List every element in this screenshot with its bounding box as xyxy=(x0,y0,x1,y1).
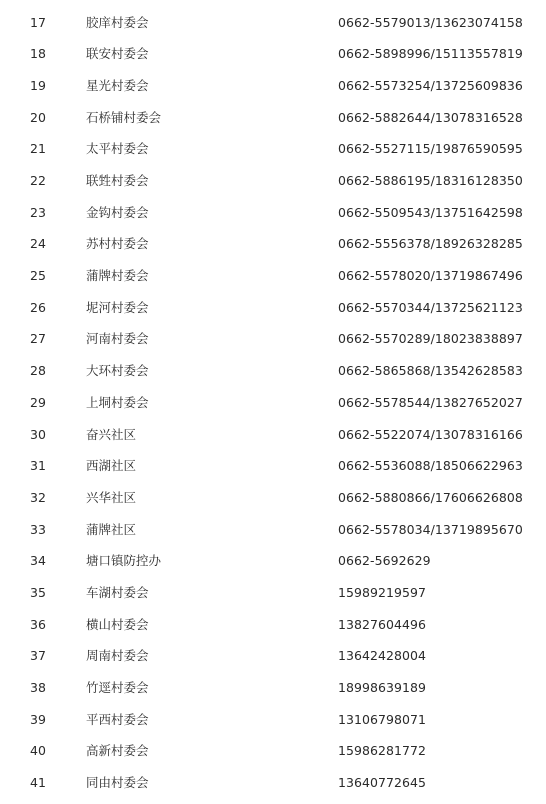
table-row xyxy=(0,419,546,451)
village-committee-name: 大环村委会 xyxy=(86,363,149,379)
table-row xyxy=(0,514,546,546)
phone-number: 0662-5556378/18926328285 xyxy=(338,236,523,252)
village-committee-name: 联安村委会 xyxy=(86,46,149,62)
phone-number: 0662-5865868/13542628583 xyxy=(338,363,523,379)
village-committee-name: 塘口镇防控办 xyxy=(86,553,162,569)
phone-number: 0662-5570344/13725621123 xyxy=(338,299,523,315)
row-number: 39 xyxy=(30,711,46,727)
phone-number: 0662-5692629 xyxy=(338,553,431,569)
phone-number: 13106798071 xyxy=(338,711,427,727)
row-number: 31 xyxy=(30,458,46,474)
table-row xyxy=(0,482,546,514)
village-committee-name: 西湖社区 xyxy=(86,458,137,474)
row-number: 34 xyxy=(30,553,46,569)
phone-number: 0662-5573254/13725609836 xyxy=(338,77,523,93)
table-row xyxy=(0,197,546,229)
phone-number: 0662-5898996/15113557819 xyxy=(338,46,523,62)
village-committee-name: 竹逕村委会 xyxy=(86,680,149,696)
village-committee-name: 星光村委会 xyxy=(86,77,149,93)
village-committee-name: 河南村委会 xyxy=(86,331,149,347)
phone-number: 0662-5882644/13078316528 xyxy=(338,109,523,125)
table-row xyxy=(0,641,546,673)
village-committee-name: 太平村委会 xyxy=(86,141,149,157)
phone-number: 0662-5570289/18023838897 xyxy=(338,331,523,347)
row-number: 18 xyxy=(30,46,46,62)
table-row xyxy=(0,292,546,324)
village-committee-name: 横山村委会 xyxy=(86,616,149,632)
phone-number: 15989219597 xyxy=(338,584,427,600)
row-number: 40 xyxy=(30,743,46,759)
village-committee-name: 石桥铺村委会 xyxy=(86,109,162,125)
village-committee-name: 兴华社区 xyxy=(86,489,137,505)
table-row xyxy=(0,672,546,704)
village-committee-name: 苏村村委会 xyxy=(86,236,149,252)
row-number: 37 xyxy=(30,648,46,664)
row-number: 23 xyxy=(30,204,46,220)
table-row xyxy=(0,736,546,768)
table-row xyxy=(0,577,546,609)
table-row xyxy=(0,609,546,641)
village-committee-name: 奋兴社区 xyxy=(86,426,137,442)
row-number: 41 xyxy=(30,775,46,791)
phone-number: 13640772645 xyxy=(338,775,427,791)
phone-number: 0662-5886195/18316128350 xyxy=(338,173,523,189)
table-row xyxy=(0,102,546,134)
village-committee-name: 周南村委会 xyxy=(86,648,149,664)
row-number: 28 xyxy=(30,363,46,379)
table-row xyxy=(0,7,546,39)
table-row xyxy=(0,39,546,71)
phone-number: 0662-5522074/13078316166 xyxy=(338,426,523,442)
table-row xyxy=(0,546,546,578)
phone-number: 18998639189 xyxy=(338,680,427,696)
village-committee-name: 蒲牌社区 xyxy=(86,521,137,537)
row-number: 27 xyxy=(30,331,46,347)
row-number: 24 xyxy=(30,236,46,252)
row-number: 32 xyxy=(30,489,46,505)
row-number: 20 xyxy=(30,109,46,125)
row-number: 17 xyxy=(30,14,46,30)
row-number: 25 xyxy=(30,268,46,284)
phone-number: 0662-5578034/13719895670 xyxy=(338,521,523,537)
table-row xyxy=(0,704,546,736)
row-number: 26 xyxy=(30,299,46,315)
phone-number: 13827604496 xyxy=(338,616,427,632)
row-number: 19 xyxy=(30,77,46,93)
phone-number: 0662-5578544/13827652027 xyxy=(338,394,523,410)
village-committee-name: 同由村委会 xyxy=(86,775,149,791)
phone-number: 0662-5536088/18506622963 xyxy=(338,458,523,474)
village-committee-name: 蒲牌村委会 xyxy=(86,268,149,284)
row-number: 38 xyxy=(30,680,46,696)
row-number: 35 xyxy=(30,584,46,600)
row-number: 29 xyxy=(30,394,46,410)
phone-number: 13642428004 xyxy=(338,648,427,664)
village-committee-name: 坭河村委会 xyxy=(86,299,149,315)
table-row xyxy=(0,451,546,483)
village-committee-name: 车湖村委会 xyxy=(86,584,149,600)
table-row xyxy=(0,229,546,261)
row-number: 36 xyxy=(30,616,46,632)
table-row xyxy=(0,356,546,388)
village-committee-name: 上垌村委会 xyxy=(86,394,149,410)
phone-number: 15986281772 xyxy=(338,743,427,759)
table-row xyxy=(0,261,546,293)
village-committee-name: 金钩村委会 xyxy=(86,204,149,220)
row-number: 22 xyxy=(30,173,46,189)
village-committee-name: 胶庠村委会 xyxy=(86,14,149,30)
village-committee-name: 联甡村委会 xyxy=(86,173,149,189)
row-number: 30 xyxy=(30,426,46,442)
table-row xyxy=(0,768,546,800)
phone-number: 0662-5880866/17606626808 xyxy=(338,489,523,505)
phone-number: 0662-5578020/13719867496 xyxy=(338,268,523,284)
table-row xyxy=(0,70,546,102)
table-row xyxy=(0,165,546,197)
phone-number: 0662-5527115/19876590595 xyxy=(338,141,523,157)
row-number: 33 xyxy=(30,521,46,537)
phone-number: 0662-5509543/13751642598 xyxy=(338,204,523,220)
village-committee-name: 高新村委会 xyxy=(86,743,149,759)
table-row xyxy=(0,324,546,356)
row-number: 21 xyxy=(30,141,46,157)
table-row xyxy=(0,387,546,419)
phone-number: 0662-5579013/13623074158 xyxy=(338,14,523,30)
village-committee-name: 平西村委会 xyxy=(86,711,149,727)
table-row xyxy=(0,134,546,166)
